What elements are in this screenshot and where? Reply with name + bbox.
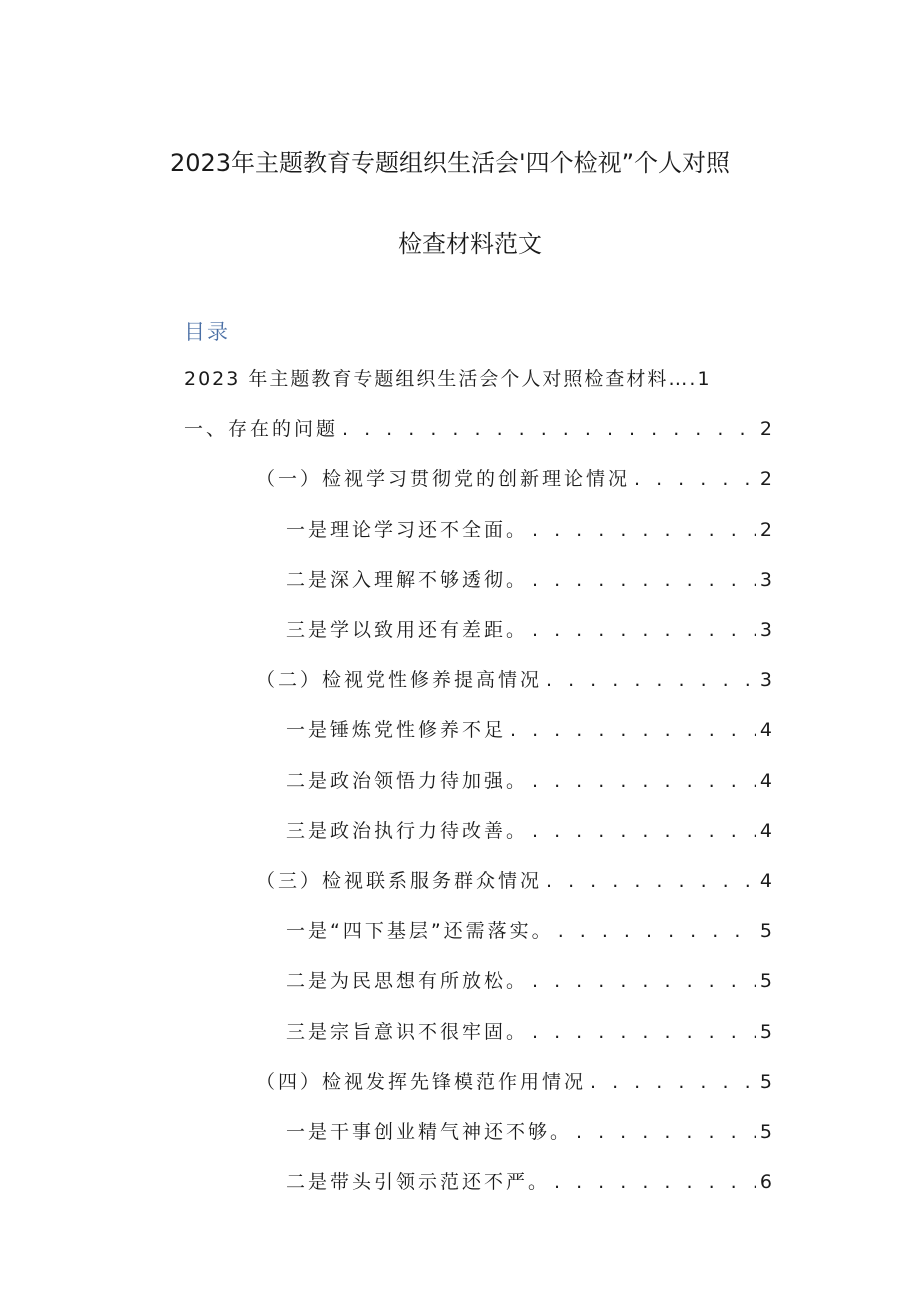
toc-heading: 目录 — [184, 320, 230, 344]
toc-entry[interactable] — [286, 565, 772, 605]
toc-entry-title: 三是政治执行力待改善。 — [286, 819, 529, 842]
toc-entry-title: 三是学以致用还有差距。 — [286, 619, 529, 641]
toc-page-number: 2 — [759, 468, 772, 491]
toc-page-number: 4 — [759, 719, 772, 742]
toc-entry[interactable] — [184, 364, 710, 404]
toc-page-number: 4 — [759, 870, 772, 892]
toc-page-number: 5 — [759, 920, 772, 943]
toc-entry-title: 一是理论学习还不全面。 — [286, 518, 529, 541]
toc-dot-leader — [576, 1121, 756, 1143]
toc-dot-leader — [532, 770, 756, 792]
toc-dot-leader — [532, 1021, 756, 1043]
toc-entry-title: 2023 年主题教育专题组织生活会个人对照检查材料…. — [184, 368, 698, 390]
toc-page-number: 3 — [759, 619, 772, 641]
toc-dot-leader — [532, 619, 756, 641]
toc-page-number: 3 — [759, 568, 772, 591]
toc-entry[interactable] — [256, 1067, 772, 1107]
toc-page-number: 4 — [759, 819, 772, 842]
toc-dot-leader — [532, 820, 756, 842]
toc-entry-title: （一）检视学习贯彻党的创新理论情况 — [256, 468, 631, 491]
toc-page-number: 5 — [759, 1070, 772, 1093]
toc-entry[interactable] — [286, 916, 772, 956]
toc-entry[interactable] — [286, 515, 772, 555]
toc-dot-leader — [590, 1071, 756, 1093]
toc-dot-leader — [546, 669, 756, 691]
toc-entry[interactable] — [184, 414, 772, 454]
toc-page-number: 5 — [759, 1121, 772, 1143]
toc-entry-title: 二是深入理解不够透彻。 — [286, 568, 529, 591]
toc-entry[interactable] — [286, 715, 772, 755]
toc-dot-leader — [510, 719, 756, 741]
toc-entry[interactable] — [286, 1017, 772, 1057]
toc-entry[interactable] — [256, 665, 772, 705]
toc-entry-title: 一是“四下基层”还需落实。 — [286, 920, 554, 943]
toc-entry-title: 二是为民思想有所放松。 — [286, 970, 529, 993]
toc-entry-title: （四）检视发挥先锋模范作用情况 — [256, 1070, 587, 1093]
toc-entry-title: 一、存在的问题 — [184, 418, 339, 441]
toc-entry[interactable] — [256, 464, 772, 504]
toc-dot-leader — [554, 1171, 756, 1193]
toc-entry[interactable] — [286, 966, 772, 1006]
toc-entry-title: （三）检视联系服务群众情况 — [256, 870, 543, 892]
toc-entry-title: 二是政治领悟力待加强。 — [286, 769, 529, 792]
toc-entry[interactable] — [286, 766, 772, 806]
toc-page-number: 5 — [759, 1020, 772, 1043]
document-title-line-2: 检查材料范文 — [398, 230, 542, 258]
toc-dot-leader — [532, 569, 756, 591]
toc-entry[interactable] — [286, 615, 772, 655]
toc-dot-leader — [634, 468, 756, 490]
toc-page-number: 1 — [697, 368, 710, 390]
toc-entry-title: 三是宗旨意识不很牢固。 — [286, 1020, 529, 1043]
toc-entry-title: 二是带头引领示范还不严。 — [286, 1171, 551, 1194]
toc-dot-leader — [532, 519, 756, 541]
toc-entry-title: 一是干事创业精气神还不够。 — [286, 1121, 573, 1143]
toc-page-number: 3 — [759, 669, 772, 692]
toc-entry[interactable] — [256, 866, 772, 906]
toc-dot-leader — [532, 970, 756, 992]
toc-dot-leader — [342, 418, 756, 440]
toc-entry-title: （二）检视党性修养提高情况 — [256, 669, 543, 692]
toc-entry-title: 一是锤炼党性修养不足 — [286, 719, 507, 742]
toc-dot-leader — [546, 870, 756, 892]
toc-dot-leader — [558, 920, 756, 942]
toc-entry[interactable] — [286, 1167, 772, 1207]
toc-page-number: 2 — [759, 518, 772, 541]
toc-page-number: 6 — [759, 1171, 772, 1194]
document-title-line-1: 2023年主题教育专题组织生活会'四个检视”个人对照 — [169, 149, 731, 177]
toc-entry[interactable] — [286, 816, 772, 856]
toc-page-number: 4 — [759, 769, 772, 792]
toc-page-number: 5 — [759, 970, 772, 993]
toc-entry[interactable] — [286, 1117, 772, 1157]
toc-page-number: 2 — [759, 418, 772, 441]
